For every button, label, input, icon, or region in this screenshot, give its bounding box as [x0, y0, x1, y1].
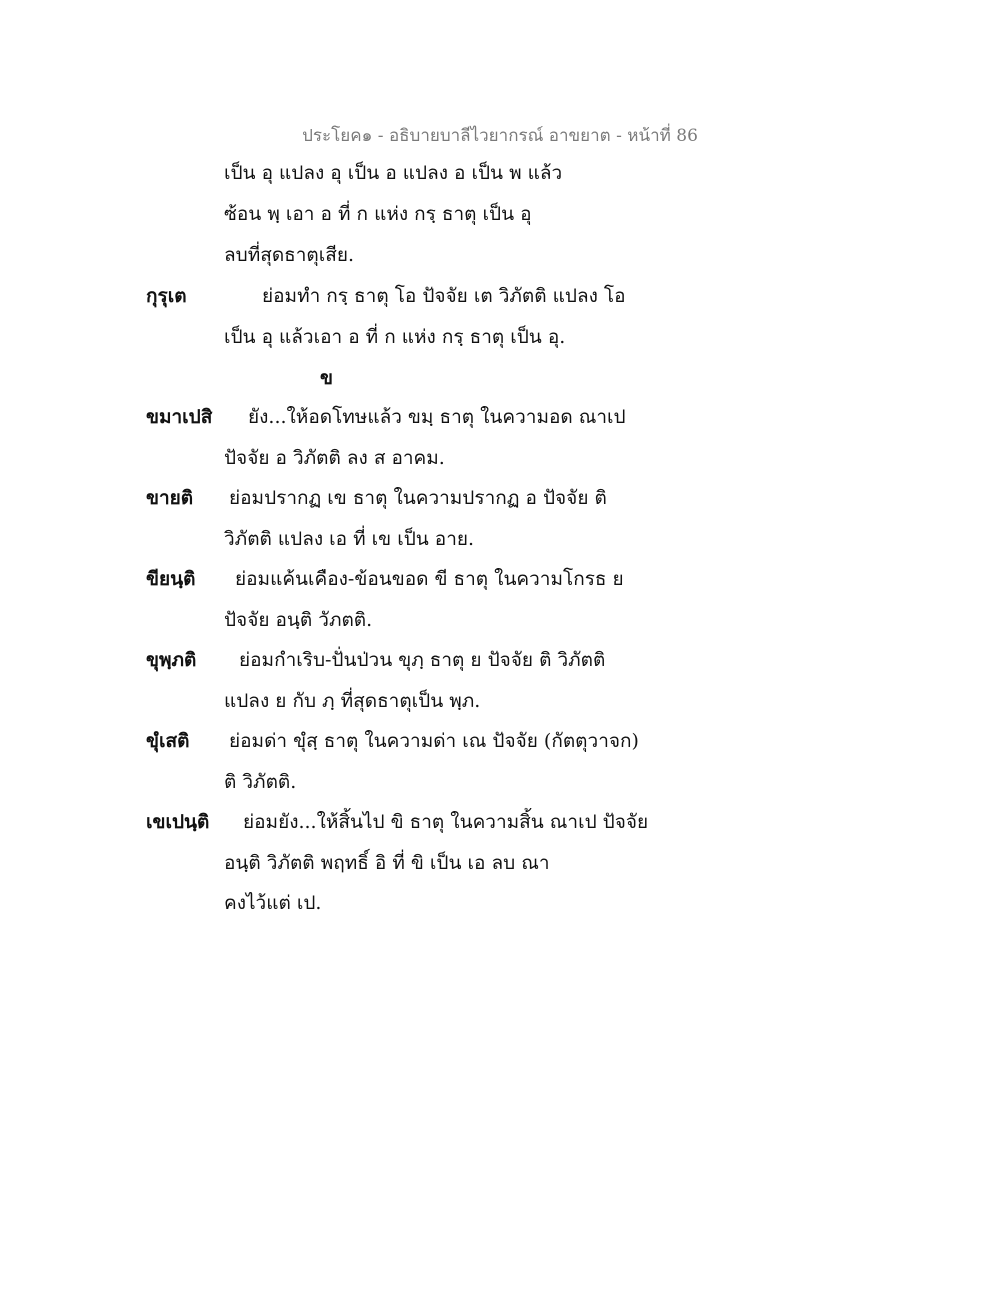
- intro-line-1: เป็น อุ แปลง อุ เป็น อ แปลง อ เป็น พ แล้ว: [224, 162, 563, 184]
- intro-line-2: ซ้อน พฺ เอา อ ที่ ก แห่ง กรฺ ธาตุ เป็น อุ: [224, 203, 532, 225]
- entry-kurute-line-1: ย่อมทำ กรฺ ธาตุ โอ ปัจจัย เต วิภัตติ แปลง โอ: [262, 285, 626, 307]
- entry-khepenti-line-1: ย่อมยัง...ให้สิ้นไป ขิ ธาตุ ในความสิ้น ณาเป ปัจจัย: [243, 811, 649, 833]
- entry-khumseti-line-2: ติ วิภัตติ.: [224, 771, 297, 793]
- entry-term-khiyanti: ขียนฺติ: [146, 568, 196, 590]
- entry-term-kurute: กุรุเต: [146, 285, 187, 307]
- entry-khamapesi-line-2: ปัจจัย อ วิภัตติ ลง ส อาคม.: [224, 447, 445, 469]
- entry-khepenti-line-2: อนฺติ วิภัตติ พฤทธิ์ อิ ที่ ขิ เป็น เอ ลบ ณา: [224, 852, 550, 874]
- entry-term-khayati: ขายติ: [146, 487, 194, 509]
- entry-khumseti-line-1: ย่อมด่า ขุํสฺ ธาตุ ในความด่า เณ ปัจจัย (กัตตุวาจก): [229, 730, 639, 752]
- entry-term-khepenti: เขเปนฺติ: [146, 811, 210, 833]
- intro-line-3: ลบที่สุดธาตุเสีย.: [224, 244, 355, 266]
- entry-term-khamapesi: ขมาเปสิ: [146, 406, 213, 428]
- entry-khiyanti-line-1: ย่อมแค้นเคือง-ข้อนขอด ขี ธาตุ ในความโกรธ ย: [235, 568, 624, 590]
- section-letter: ข: [320, 367, 333, 389]
- entry-khiyanti-line-2: ปัจจัย อนฺติ วัภตติ.: [224, 609, 373, 631]
- entry-term-khubbhati: ขุพฺภติ: [146, 649, 197, 671]
- entry-khayati-line-2: วิภัตติ แปลง เอ ที่ เข เป็น อาย.: [224, 528, 475, 550]
- page-header: ประโยค๑ - อธิบายบาลีไวยากรณ์ อาขยาต - หน้าที่ 86: [302, 126, 698, 146]
- entry-khubbhati-line-2: แปลง ย กับ ภฺ ที่สุดธาตุเป็น พฺภ.: [224, 690, 481, 712]
- entry-term-khumseti: ขุํเสติ: [146, 730, 190, 752]
- entry-khayati-line-1: ย่อมปรากฏ เข ธาตุ ในความปรากฏ อ ปัจจัย ติ: [229, 487, 607, 509]
- entry-khamapesi-line-1: ยัง...ให้อดโทษแล้ว ขมฺ ธาตุ ในความอด ณาเป: [248, 406, 626, 428]
- entry-khepenti-line-3: คงไว้แต่ เป.: [224, 892, 322, 914]
- entry-kurute-line-2: เป็น อุ แล้วเอา อ ที่ ก แห่ง กรฺ ธาตุ เป็น อุ.: [224, 326, 566, 348]
- entry-khubbhati-line-1: ย่อมกำเริบ-ปั่นป่วน ขุภฺ ธาตุ ย ปัจจัย ติ วิภัตติ: [239, 649, 606, 671]
